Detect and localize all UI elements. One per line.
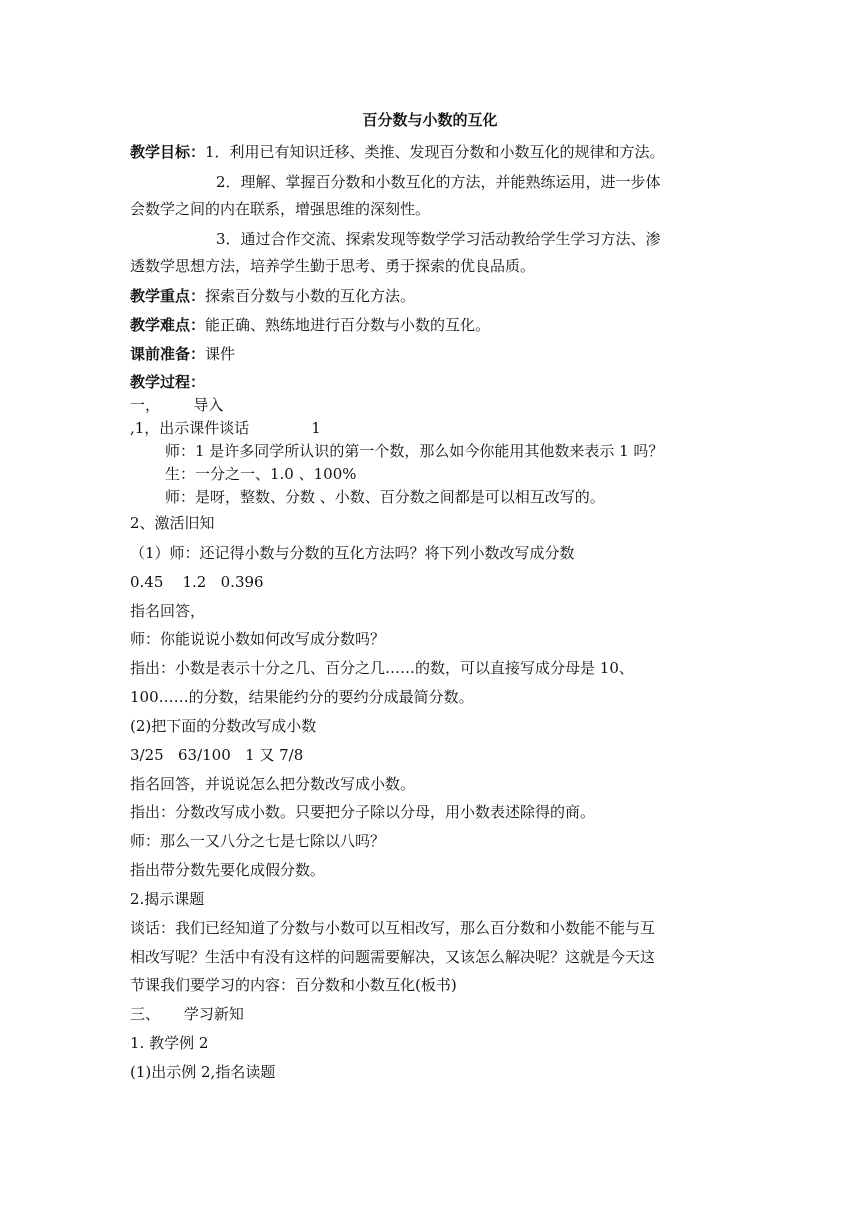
goals-line-1 xyxy=(130,142,665,162)
prep-label: 课前准备： xyxy=(130,345,206,363)
section-intro: 一， 导入 xyxy=(130,396,224,414)
text-line: 指名回答， xyxy=(130,602,206,620)
text-line: 3/25 63/100 1 又 7/8 xyxy=(130,746,304,764)
page-title: 百分数与小数的互化 xyxy=(362,111,498,129)
text-line: 指出带分数先要化成假分数。 xyxy=(130,861,326,879)
text-line: 谈话：我们已经知道了分数与小数可以互相改写，那么百分数和小数能不能与互 xyxy=(130,919,656,937)
text-line: 师：那么一又八分之七是七除以八吗？ xyxy=(130,832,386,850)
goal-3: 3．通过合作交流、探索发现等数学学习活动教给学生学习方法、渗 xyxy=(216,230,661,248)
text-line: (2)把下面的分数改写成小数 xyxy=(130,717,317,735)
key-point-text: 探索百分数与小数的互化方法。 xyxy=(205,287,416,305)
difficulty-text: 能正确、熟练地进行百分数与小数的互化。 xyxy=(205,316,491,334)
section-new: 三、 学习新知 xyxy=(130,1005,244,1023)
text-line: 师：1 是许多同学所认识的第一个数，那么如今你能用其他数来表示 1 吗？ xyxy=(165,442,664,460)
text-line: 师：你能说说小数如何改写成分数吗？ xyxy=(130,630,386,648)
text-line: 100……的分数，结果能约分的要约分成最简分数。 xyxy=(130,688,474,706)
key-point-label: 教学重点： xyxy=(130,287,206,305)
section-topic: 2.揭示课题 xyxy=(130,890,205,908)
text-line: （1）师：还记得小数与分数的互化方法吗？将下列小数改写成分数 xyxy=(130,544,575,562)
text-line: 指出：分数改写成小数。只要把分子除以分母，用小数表述除得的商。 xyxy=(130,803,596,821)
text-line: 相改写呢？生活中有没有这样的问题需要解决，又该怎么解决呢？这就是今天这 xyxy=(130,948,656,966)
text-line: 节课我们要学习的内容：百分数和小数互化(板书) xyxy=(130,976,457,994)
text-line: 0.45 1.2 0.396 xyxy=(130,573,264,591)
process-label: 教学过程： xyxy=(130,373,206,391)
difficulty xyxy=(130,315,490,335)
goals-label: 教学目标： xyxy=(130,143,206,161)
text-line: (1)出示例 2,指名读题 xyxy=(130,1063,276,1081)
goal-2: 2．理解、掌握百分数和小数互化的方法，并能熟练运用，进一步体 xyxy=(216,173,661,191)
text-line: 指出：小数是表示十分之几、百分之几……的数，可以直接写成分母是 10、 xyxy=(130,659,634,677)
goal-3-cont: 透数学思想方法，培养学生勤于思考、勇于探索的优良品质。 xyxy=(130,257,536,275)
prep-text: 课件 xyxy=(205,345,236,363)
text-line: 指名回答，并说说怎么把分数改写成小数。 xyxy=(130,775,416,793)
text-line: ,1，出示课件谈话 1 xyxy=(130,419,321,437)
key-point xyxy=(130,286,415,306)
text-line: 1. 教学例 2 xyxy=(130,1034,209,1052)
text-line: 生：一分之一、1.0 、100% xyxy=(165,465,357,483)
text-line: 师：是呀，整数、分数 、小数、百分数之间都是可以相互改写的。 xyxy=(165,488,605,506)
section-review: 2、激活旧知 xyxy=(130,514,215,532)
prep xyxy=(130,344,235,364)
difficulty-label: 教学难点： xyxy=(130,316,206,334)
goal-2-cont: 会数学之间的内在联系，增强思维的深刻性。 xyxy=(130,200,431,218)
goal-1: 1．利用已有知识迁移、类推、发现百分数和小数互化的规律和方法。 xyxy=(205,143,665,161)
